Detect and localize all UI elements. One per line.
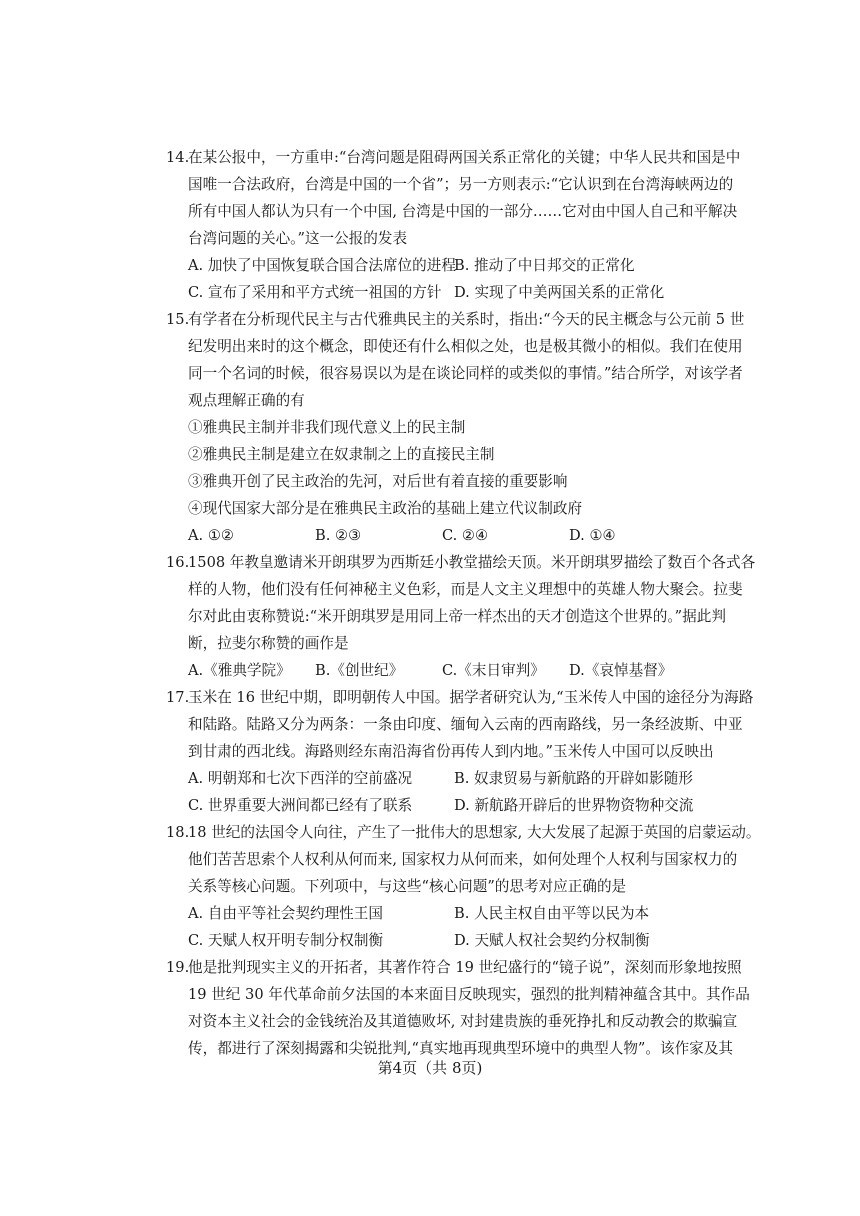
question-15	[166, 306, 745, 549]
option-row	[166, 279, 706, 306]
question-number: 15.	[166, 311, 190, 328]
option-c: C. 天赋人权开明专制分权制衡	[188, 932, 384, 949]
option-c: C.《末日审判》	[442, 662, 545, 679]
question-17	[166, 684, 754, 819]
option-d: D.《哀悼基督》	[569, 662, 673, 679]
question-stem-line: 和陆路。陆路又分为两条：一条由印度、缅甸入云南的西南路线，另一条经波斯、中亚	[188, 716, 743, 733]
question-list	[166, 144, 761, 1062]
question-stem-line: 观点理解正确的有	[188, 392, 305, 409]
option-d: D. 新航路开辟后的世界物资物种交流	[454, 797, 694, 814]
question-stem-line: 19 世纪 30 年代革命前夕法国的本来面目反映现实，强烈的批判精神蕴含其中。其作品	[188, 986, 750, 1003]
option-c: C. ②④	[442, 527, 489, 544]
question-number: 14.	[166, 149, 190, 166]
question-stem-line: 同一个名词的时候，很容易误以为是在谈论同样的或类似的事情。”结合所学，对该学者	[188, 365, 743, 382]
statement-4: ④现代国家大部分是在雅典民主政治的基础上建立代议制政府	[188, 500, 583, 517]
option-a: A.《雅典学院》	[188, 662, 291, 679]
question-16	[166, 549, 756, 684]
statement-2: ②雅典民主制是建立在奴隶制之上的直接民主制	[188, 446, 495, 463]
question-first-line	[166, 549, 756, 576]
question-stem-line: 1508 年教皇邀请米开朗琪罗为西斯廷小教堂描绘天顶。米开朗琪罗描绘了数百个各式各	[188, 554, 756, 571]
option-row	[166, 765, 706, 792]
option-a: A. 明朝郑和七次下西洋的空前盛况	[188, 770, 413, 787]
question-stem-line: 玉米在 16 世纪中期，即明朝传人中国。据学者研究认为,“玉米传人中国的途径分为海路	[188, 689, 754, 706]
question-stem-line: 他是批判现实主义的开拓者，其著作符合 19 世纪盛行的“镜子说”，深刻而形象地按照	[188, 959, 742, 976]
option-a: A. ①②	[188, 527, 234, 544]
option-row	[166, 927, 706, 954]
question-stem-line: 台湾问题的关心。”这一公报的发表	[188, 230, 408, 247]
question-14	[166, 144, 741, 306]
question-stem-line: 到甘肃的西北线。海路则经东南沿海省份再传人到内地。”玉米传人中国可以反映出	[188, 743, 714, 760]
question-stem-line: 在某公报中，一方重申:“台湾问题是阻碍两国关系正常化的关键；中华人民共和国是中	[188, 149, 741, 166]
option-c: C. 世界重要大洲间都已经有了联系	[188, 797, 413, 814]
question-18	[166, 819, 761, 954]
question-number: 16.	[166, 554, 190, 571]
question-stem-line: 传，都进行了深刻揭露和尖锐批判,“真实地再现典型环境中的典型人物”。该作家及其	[188, 1040, 733, 1057]
question-stem-line: 样的人物，他们没有任何神秘主义色彩，而是人文主义理想中的英雄人物大聚会。拉斐	[188, 581, 743, 598]
option-b: B. 人民主权自由平等以民为本	[454, 905, 650, 922]
question-first-line	[166, 954, 742, 981]
question-stem-line: 尔对此由衷称赞说:“米开朗琪罗是用同上帝一样杰出的天才创造这个世界的。”据此判	[188, 608, 726, 625]
option-d: D. 天赋人权社会契约分权制衡	[454, 932, 650, 949]
option-row	[166, 657, 706, 684]
question-stem-line: 对资本主义社会的金钱统治及其道德败坏, 对封建贵族的垂死挣扎和反动教会的欺骗宣	[188, 1013, 738, 1030]
option-row	[166, 900, 706, 927]
question-stem-line: 18 世纪的法国令人向往，产生了一批伟大的思想家, 大大发展了起源于英国的启蒙运动。	[188, 824, 761, 841]
question-stem-line: 有学者在分析现代民主与古代雅典民主的关系时，指出:“今天的民主概念与公元前 5 世	[188, 311, 745, 328]
option-d: D. 实现了中美两国关系的正常化	[454, 284, 665, 301]
question-stem-line: 断，拉斐尔称赞的画作是	[188, 635, 349, 652]
question-stem-line: 所有中国人都认为只有一个中国, 台湾是中国的一部分……它对由中国人自己和平解决	[188, 203, 738, 220]
question-stem-line: 他们苦苦思索个人权利从何而来, 国家权力从何而来，如何处理个人权利与国家权力的	[188, 851, 738, 868]
page-number-footer: 第4页（共 8页)	[377, 1059, 483, 1077]
option-a: A. 加快了中国恢复联合国合法席位的进程	[188, 257, 456, 274]
option-c: C. 宣布了采用和平方式统一祖国的方针	[188, 284, 442, 301]
question-first-line	[166, 144, 741, 171]
option-a: A. 自由平等社会契约理性王国	[188, 905, 383, 922]
option-b: B.《创世纪》	[315, 662, 404, 679]
question-first-line	[166, 684, 754, 711]
statement-1: ①雅典民主制并非我们现代意义上的民主制	[188, 419, 466, 436]
question-first-line	[166, 819, 761, 846]
option-b: B. 推动了中日邦交的正常化	[454, 257, 635, 274]
option-b: B. ②③	[315, 527, 362, 544]
question-number: 17.	[166, 689, 190, 706]
question-first-line	[166, 306, 745, 333]
statement-3: ③雅典开创了民主政治的先河，对后世有着直接的重要影响	[188, 473, 568, 490]
question-stem-line: 纪发明出来时的这个概念，即使还有什么相似之处，也是极其微小的相似。我们在使用	[188, 338, 743, 355]
option-row	[166, 792, 706, 819]
question-number: 19.	[166, 959, 190, 976]
question-stem-line: 关系等核心问题。下列项中，与这些“核心问题”的思考对应正确的是	[188, 878, 627, 895]
option-row	[166, 522, 706, 549]
option-row	[166, 252, 706, 279]
option-d: D. ①④	[569, 527, 616, 544]
question-number: 18.	[166, 824, 190, 841]
question-19	[166, 954, 750, 1062]
option-b: B. 奴隶贸易与新航路的开辟如影随形	[454, 770, 693, 787]
question-stem-line: 国唯一合法政府，台湾是中国的一个省”；另一方则表示:“它认识到在台湾海峡两边的	[188, 176, 734, 193]
